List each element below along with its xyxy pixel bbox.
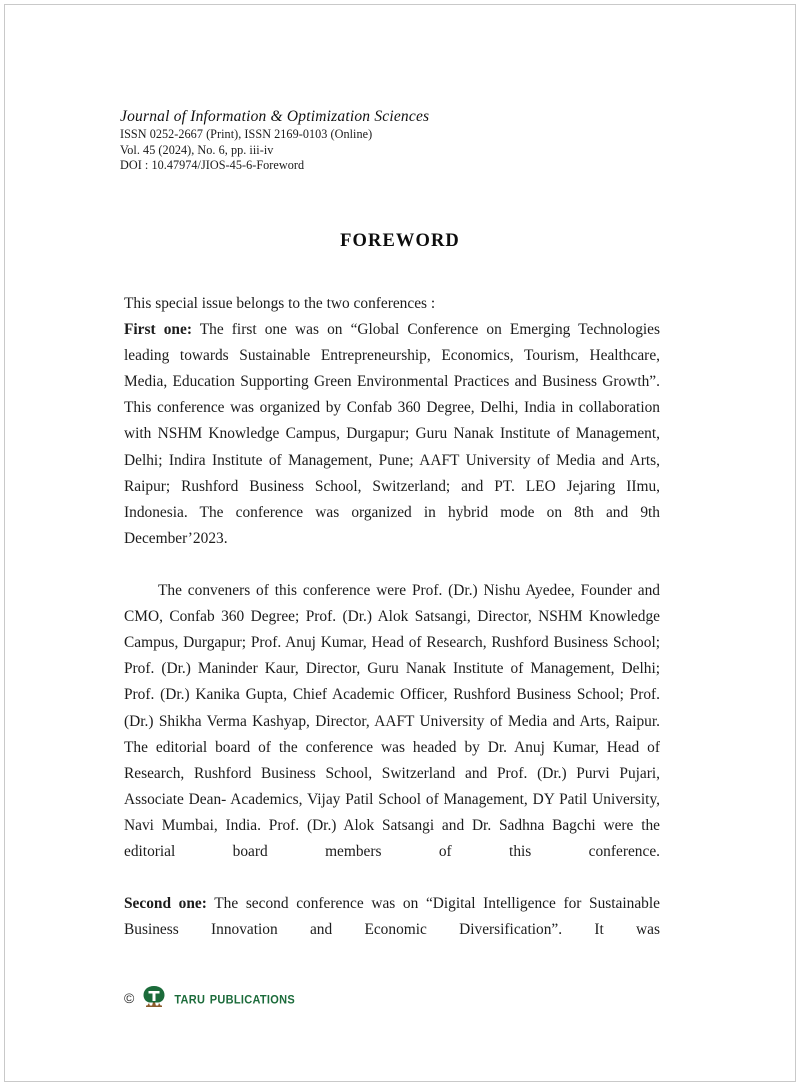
page-title: FOREWORD	[340, 231, 460, 251]
volume-issue-pages-line: Vol. 45 (2024), No. 6, pp. iii-iv	[120, 142, 274, 157]
paragraph-conveners: The conveners of this conference were Prof. (Dr.) Nishu Ayedee, Founder and CMO, Confab 360 Degree; Prof. (Dr.) Alok Satsangi, Director, NSHM Knowledge Campus, Durgapur; Prof. Anuj Kumar, Head of Research, Rushford Business School; Prof. (Dr.) Maninder Kaur, Director, Guru Nanak Institute of Management, Delhi; Prof. (Dr.) Kanika Gupta, Chief Academic Officer, Rushford Business School; Prof. (Dr.) Shikha Verma Kashyap, Director, AAFT University of Media and Arts, Raipur. The editorial board of the conference was headed by Dr. Anuj Kumar, Head of Research, Rushford Business School, Switzerland and Prof. (Dr.) Purvi Pujari, Associate Dean- Academics, Vijay Patil School of Management, DY Patil University, Navi Mumbai, India. Prof. (Dr.) Alok Satsangi and Dr. Sadhna Bagchi were the editorial board members of this conference.	[124, 582, 660, 860]
paragraph-second-one	[124, 891, 660, 969]
second-one-label: Second one:	[124, 895, 207, 913]
tree-logo-icon	[139, 983, 169, 1013]
paragraph-intro: This special issue belongs to the two conferences :	[124, 295, 436, 312]
document-page	[4, 4, 796, 1082]
publisher-footer	[124, 983, 295, 1013]
journal-title: Journal of Information & Optimization Sciences	[120, 108, 430, 125]
issn-line: ISSN 0252-2667 (Print), ISSN 2169-0103 (Online)	[120, 127, 373, 142]
first-one-text: The first one was on “Global Conference on Emerging Technologies leading towards Sustainable Entrepreneurship, Economics, Tourism, Healthcare, Media, Education Supporting Green Environmental Practices and Business Growth”. This conference was organized by Confab 360 Degree, Delhi, India in collaboration with NSHM Knowledge Campus, Durgapur; Guru Nanak Institute of Management, Delhi; Indira Institute of Management, Pune; AAFT University of Media and Arts, Raipur; Rushford Business School, Switzerland; and PT. LEO Jejaring IImu, Indonesia. The conference was organized in hybrid mode on 8th and 9th December’2023.	[124, 321, 660, 547]
second-one-text: The second conference was on “Digital Intelligence for Sustainable Business Innovation and Economic Diversification”. It was	[124, 895, 660, 939]
doi-line: DOI : 10.47974/JIOS-45-6-Foreword	[120, 158, 305, 173]
first-one-label: First one:	[124, 321, 192, 339]
paragraph-first-one	[124, 317, 660, 578]
article-body	[124, 291, 660, 969]
journal-masthead	[120, 107, 680, 174]
copyright-icon: ©	[124, 990, 135, 1006]
publisher-name: taru publications	[174, 988, 296, 1008]
